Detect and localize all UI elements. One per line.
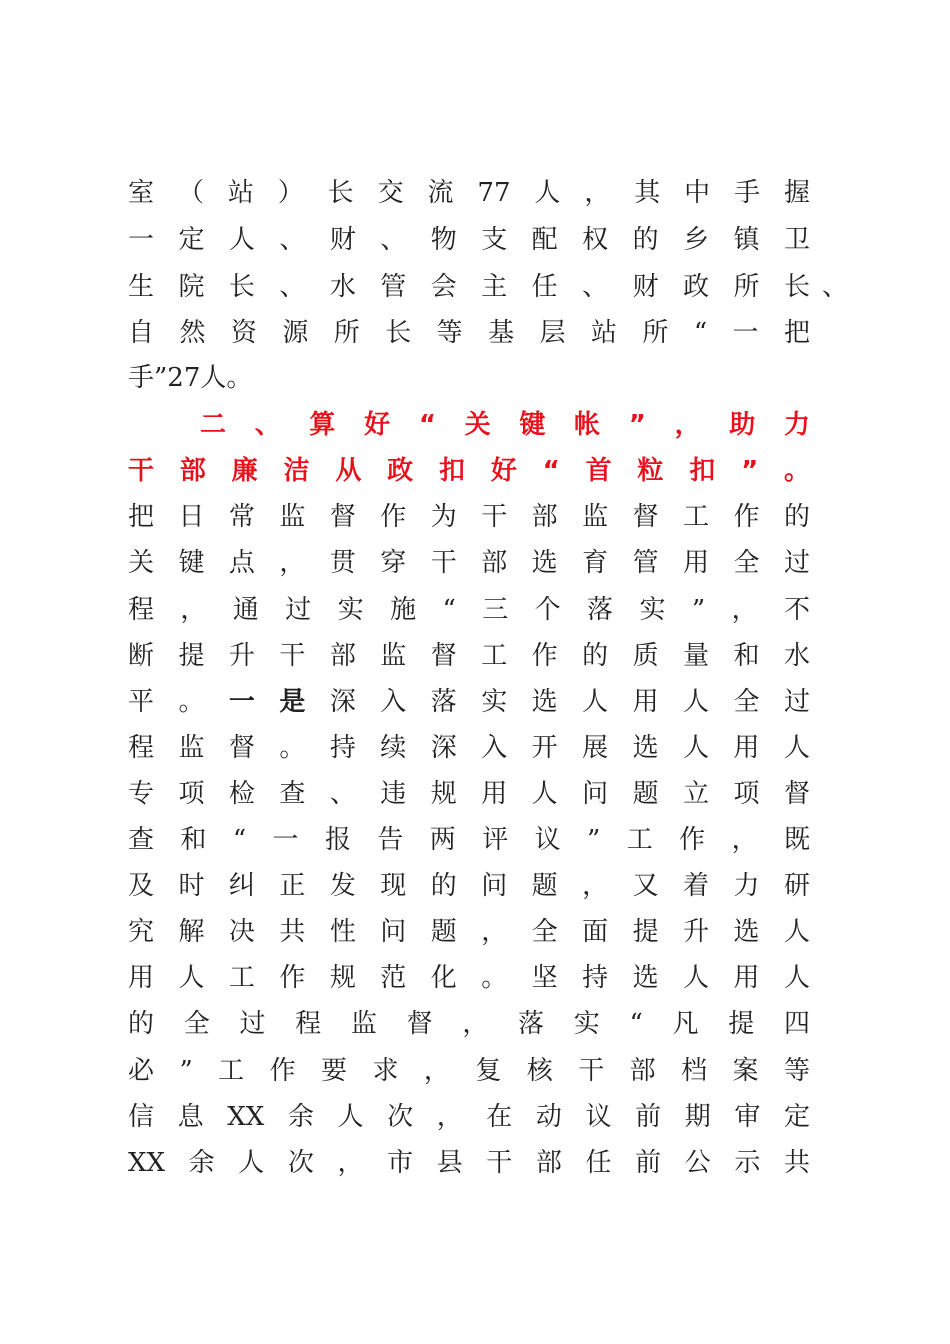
punctuation-overflow: 、 [822, 272, 849, 302]
body-line: 程，通过实施“三个落实”，不 [128, 595, 810, 625]
body-line: 信息XX余人次，在动议前期审定 [128, 1102, 810, 1132]
body-line: XX余人次，市县干部任前公示共 [128, 1148, 810, 1178]
body-line: 断提升干部监督工作的质量和水 [128, 641, 810, 671]
line-text: 平。 [128, 687, 229, 717]
body-line: 室（站）长交流77人，其中手握 [128, 178, 810, 208]
section-heading-line-2: 干部廉洁从政扣好“首粒扣”。 [128, 456, 810, 486]
body-line: 手”27人。 [128, 363, 253, 393]
body-line [128, 679, 810, 725]
body-line: 必”工作要求，复核干部档案等 [128, 1056, 810, 1086]
body-line: 用人工作规范化。坚持选人用人 [128, 963, 810, 993]
line-text: 深入落实选人用人全过 [329, 687, 810, 717]
body-line: 查和“一报告两评议”工作，既 [128, 825, 810, 855]
bold-marker: 一是 [228, 687, 330, 717]
body-line: 关键点，贯穿干部选育管用全过 [128, 548, 810, 578]
body-line: 及时纠正发现的问题，又着力研 [128, 871, 810, 901]
body-line: 程监督。持续深入开展选人用人 [128, 733, 810, 763]
body-line: 把日常监督作为干部监督工作的 [128, 502, 810, 532]
body-line: 究解决共性问题，全面提升选人 [128, 917, 810, 947]
body-line: 专项检查、违规用人问题立项督 [128, 779, 810, 809]
body-line: 一定人、财、物支配权的乡镇卫 [128, 225, 810, 255]
body-line: 的全过程监督，落实“凡提四 [128, 1009, 810, 1039]
section-heading-line-1: 二、算好“关键帐”，助力 [200, 410, 810, 440]
body-line: 生院长、水管会主任、财政所长 [128, 272, 810, 302]
body-line: 自然资源所长等基层站所“一把 [128, 318, 810, 348]
